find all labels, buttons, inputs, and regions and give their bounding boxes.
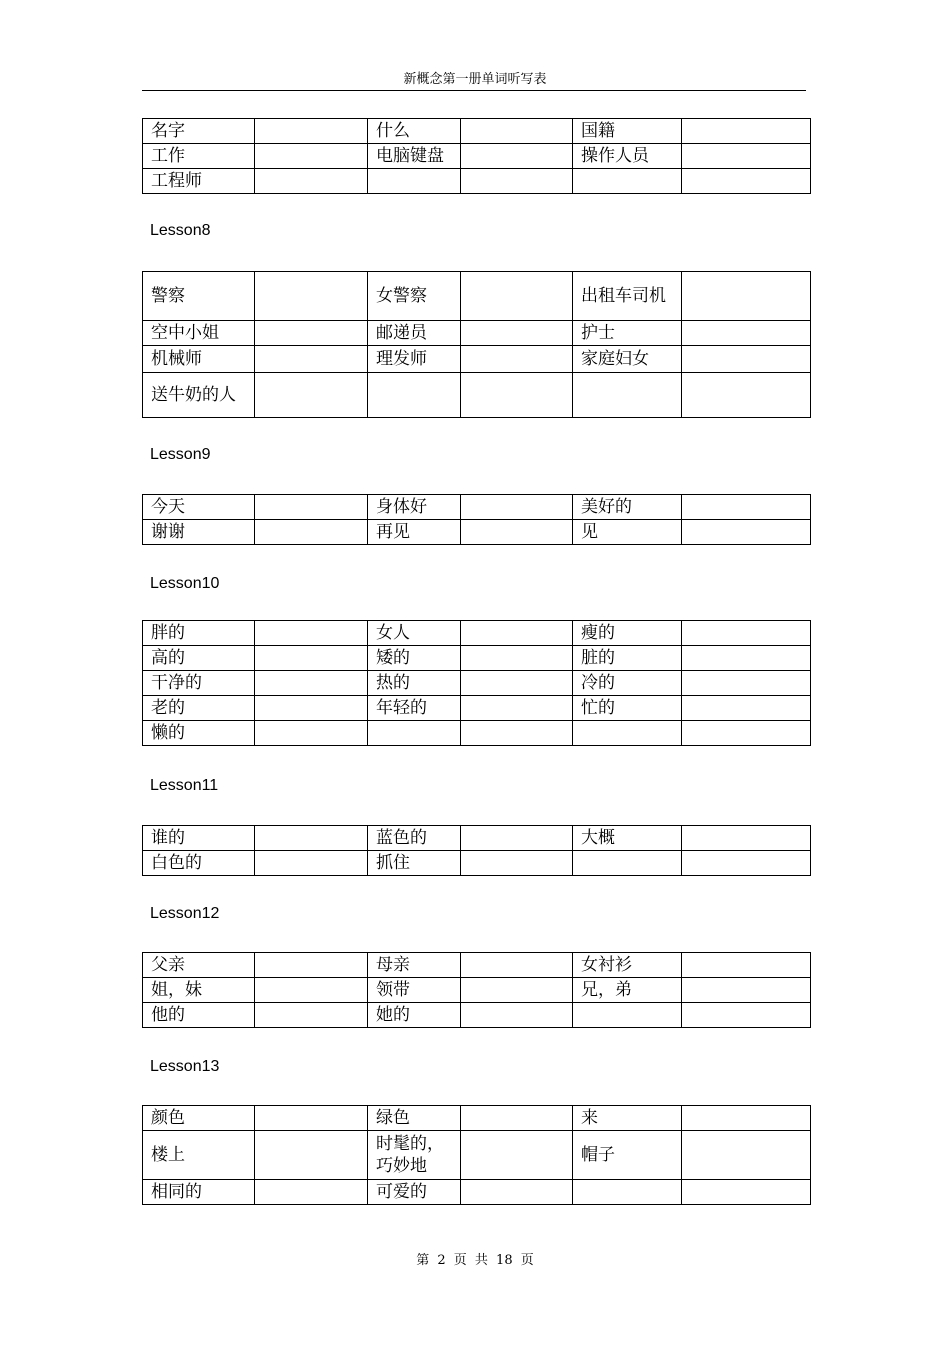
table-row — [143, 346, 811, 373]
table-row — [143, 953, 811, 978]
answer-cell — [255, 621, 368, 646]
word-cell: 美好的 — [573, 495, 682, 520]
word-cell: 什么 — [368, 119, 461, 144]
lesson-heading-11: Lesson11 — [150, 777, 219, 794]
answer-cell — [682, 671, 811, 696]
word-cell: 女警察 — [368, 272, 461, 321]
word-cell: 矮的 — [368, 646, 461, 671]
table-row — [143, 520, 811, 545]
word-cell: 电脑键盘 — [368, 144, 461, 169]
answer-cell — [461, 1106, 573, 1131]
table-row — [143, 1106, 811, 1131]
word-cell: 来 — [573, 1106, 682, 1131]
answer-cell — [255, 346, 368, 373]
word-cell — [573, 373, 682, 418]
word-cell: 懒的 — [143, 721, 255, 746]
answer-cell — [682, 696, 811, 721]
answer-cell — [682, 721, 811, 746]
word-cell: 时髦的，巧妙地 — [368, 1131, 461, 1180]
answer-cell — [461, 169, 573, 194]
word-cell: 白色的 — [143, 851, 255, 876]
word-cell: 蓝色的 — [368, 826, 461, 851]
word-cell: 谁的 — [143, 826, 255, 851]
word-cell: 女衬衫 — [573, 953, 682, 978]
word-cell — [573, 721, 682, 746]
answer-cell — [461, 978, 573, 1003]
word-cell: 身体好 — [368, 495, 461, 520]
table-row — [143, 272, 811, 321]
word-cell: 空中小姐 — [143, 321, 255, 346]
table-row — [143, 1131, 811, 1180]
answer-cell — [255, 646, 368, 671]
answer-cell — [255, 671, 368, 696]
answer-cell — [682, 272, 811, 321]
word-cell: 出租车司机 — [573, 272, 682, 321]
word-cell: 工作 — [143, 144, 255, 169]
lesson-heading-12: Lesson12 — [150, 905, 220, 922]
answer-cell — [461, 696, 573, 721]
answer-cell — [682, 144, 811, 169]
word-cell: 兄，弟 — [573, 978, 682, 1003]
word-cell: 可爱的 — [368, 1180, 461, 1205]
answer-cell — [682, 495, 811, 520]
answer-cell — [461, 671, 573, 696]
answer-cell — [461, 1180, 573, 1205]
word-cell: 热的 — [368, 671, 461, 696]
answer-cell — [255, 169, 368, 194]
word-cell: 父亲 — [143, 953, 255, 978]
word-cell: 谢谢 — [143, 520, 255, 545]
word-cell — [573, 1180, 682, 1205]
table-row — [143, 119, 811, 144]
answer-cell — [461, 1131, 573, 1180]
answer-cell — [682, 119, 811, 144]
answer-cell — [461, 321, 573, 346]
table-row — [143, 144, 811, 169]
answer-cell — [461, 721, 573, 746]
word-cell — [368, 373, 461, 418]
word-cell: 国籍 — [573, 119, 682, 144]
answer-cell — [255, 495, 368, 520]
word-cell: 领带 — [368, 978, 461, 1003]
answer-cell — [255, 953, 368, 978]
word-cell — [573, 851, 682, 876]
word-cell: 瘦的 — [573, 621, 682, 646]
answer-cell — [682, 321, 811, 346]
lesson-heading-8: Lesson8 — [150, 222, 211, 239]
answer-cell — [461, 373, 573, 418]
word-cell: 脏的 — [573, 646, 682, 671]
word-cell: 见 — [573, 520, 682, 545]
answer-cell — [682, 826, 811, 851]
word-cell: 理发师 — [368, 346, 461, 373]
answer-cell — [682, 1180, 811, 1205]
word-cell: 楼上 — [143, 1131, 255, 1180]
word-cell: 母亲 — [368, 953, 461, 978]
answer-cell — [461, 953, 573, 978]
word-cell: 胖的 — [143, 621, 255, 646]
answer-cell — [255, 373, 368, 418]
answer-cell — [255, 321, 368, 346]
word-cell: 抓住 — [368, 851, 461, 876]
word-cell: 她的 — [368, 1003, 461, 1028]
word-cell: 机械师 — [143, 346, 255, 373]
answer-cell — [682, 1106, 811, 1131]
word-cell: 女人 — [368, 621, 461, 646]
word-cell: 再见 — [368, 520, 461, 545]
answer-cell — [682, 621, 811, 646]
answer-cell — [461, 495, 573, 520]
word-cell — [573, 1003, 682, 1028]
word-cell: 干净的 — [143, 671, 255, 696]
answer-cell — [682, 373, 811, 418]
vocab-table-lesson8 — [142, 271, 811, 418]
answer-cell — [682, 978, 811, 1003]
vocab-table-lesson13 — [142, 1105, 811, 1205]
word-cell: 操作人员 — [573, 144, 682, 169]
answer-cell — [255, 978, 368, 1003]
word-cell: 高的 — [143, 646, 255, 671]
word-cell: 姐，妹 — [143, 978, 255, 1003]
answer-cell — [255, 826, 368, 851]
table-row — [143, 321, 811, 346]
answer-cell — [255, 1131, 368, 1180]
answer-cell — [255, 520, 368, 545]
answer-cell — [461, 144, 573, 169]
answer-cell — [255, 1106, 368, 1131]
table-row — [143, 621, 811, 646]
table-row — [143, 495, 811, 520]
word-cell: 相同的 — [143, 1180, 255, 1205]
vocab-table-lesson11 — [142, 825, 811, 876]
answer-cell — [461, 851, 573, 876]
answer-cell — [682, 1131, 811, 1180]
table-row — [143, 696, 811, 721]
lesson-heading-13: Lesson13 — [150, 1058, 220, 1075]
lesson-heading-9: Lesson9 — [150, 446, 211, 463]
header-rule — [142, 90, 806, 91]
word-cell: 他的 — [143, 1003, 255, 1028]
vocab-table-lesson12 — [142, 952, 811, 1028]
answer-cell — [682, 169, 811, 194]
word-cell — [573, 169, 682, 194]
word-cell: 帽子 — [573, 1131, 682, 1180]
page-header-title: 新概念第一册单词听写表 — [403, 72, 547, 87]
answer-cell — [255, 721, 368, 746]
answer-cell — [682, 346, 811, 373]
word-cell: 工程师 — [143, 169, 255, 194]
answer-cell — [461, 272, 573, 321]
answer-cell — [255, 144, 368, 169]
answer-cell — [461, 621, 573, 646]
word-cell: 今天 — [143, 495, 255, 520]
word-cell: 颜色 — [143, 1106, 255, 1131]
answer-cell — [682, 851, 811, 876]
answer-cell — [682, 953, 811, 978]
word-cell: 邮递员 — [368, 321, 461, 346]
answer-cell — [461, 826, 573, 851]
table-row — [143, 721, 811, 746]
table-row — [143, 671, 811, 696]
word-cell: 护士 — [573, 321, 682, 346]
answer-cell — [682, 646, 811, 671]
answer-cell — [461, 346, 573, 373]
word-cell — [368, 169, 461, 194]
word-cell: 家庭妇女 — [573, 346, 682, 373]
word-cell: 冷的 — [573, 671, 682, 696]
word-cell: 忙的 — [573, 696, 682, 721]
table-row — [143, 646, 811, 671]
table-row — [143, 851, 811, 876]
word-cell: 年轻的 — [368, 696, 461, 721]
table-row — [143, 978, 811, 1003]
word-cell: 大概 — [573, 826, 682, 851]
answer-cell — [682, 1003, 811, 1028]
lesson-heading-10: Lesson10 — [150, 575, 220, 592]
table-row — [143, 373, 811, 418]
table-row — [143, 169, 811, 194]
word-cell: 警察 — [143, 272, 255, 321]
word-cell: 绿色 — [368, 1106, 461, 1131]
word-cell: 老的 — [143, 696, 255, 721]
vocab-table-lesson10 — [142, 620, 811, 746]
word-cell — [368, 721, 461, 746]
table-row — [143, 1180, 811, 1205]
answer-cell — [255, 1003, 368, 1028]
answer-cell — [461, 520, 573, 545]
word-cell: 名字 — [143, 119, 255, 144]
answer-cell — [682, 520, 811, 545]
vocab-table-lesson9 — [142, 494, 811, 545]
table-row — [143, 826, 811, 851]
answer-cell — [461, 646, 573, 671]
answer-cell — [255, 119, 368, 144]
table-row — [143, 1003, 811, 1028]
page-number-footer: 第 2 页 共 18 页 — [416, 1253, 534, 1268]
answer-cell — [255, 851, 368, 876]
word-cell: 送牛奶的人 — [143, 373, 255, 418]
answer-cell — [461, 1003, 573, 1028]
answer-cell — [255, 272, 368, 321]
answer-cell — [461, 119, 573, 144]
answer-cell — [255, 1180, 368, 1205]
vocab-table-0 — [142, 118, 811, 194]
answer-cell — [255, 696, 368, 721]
